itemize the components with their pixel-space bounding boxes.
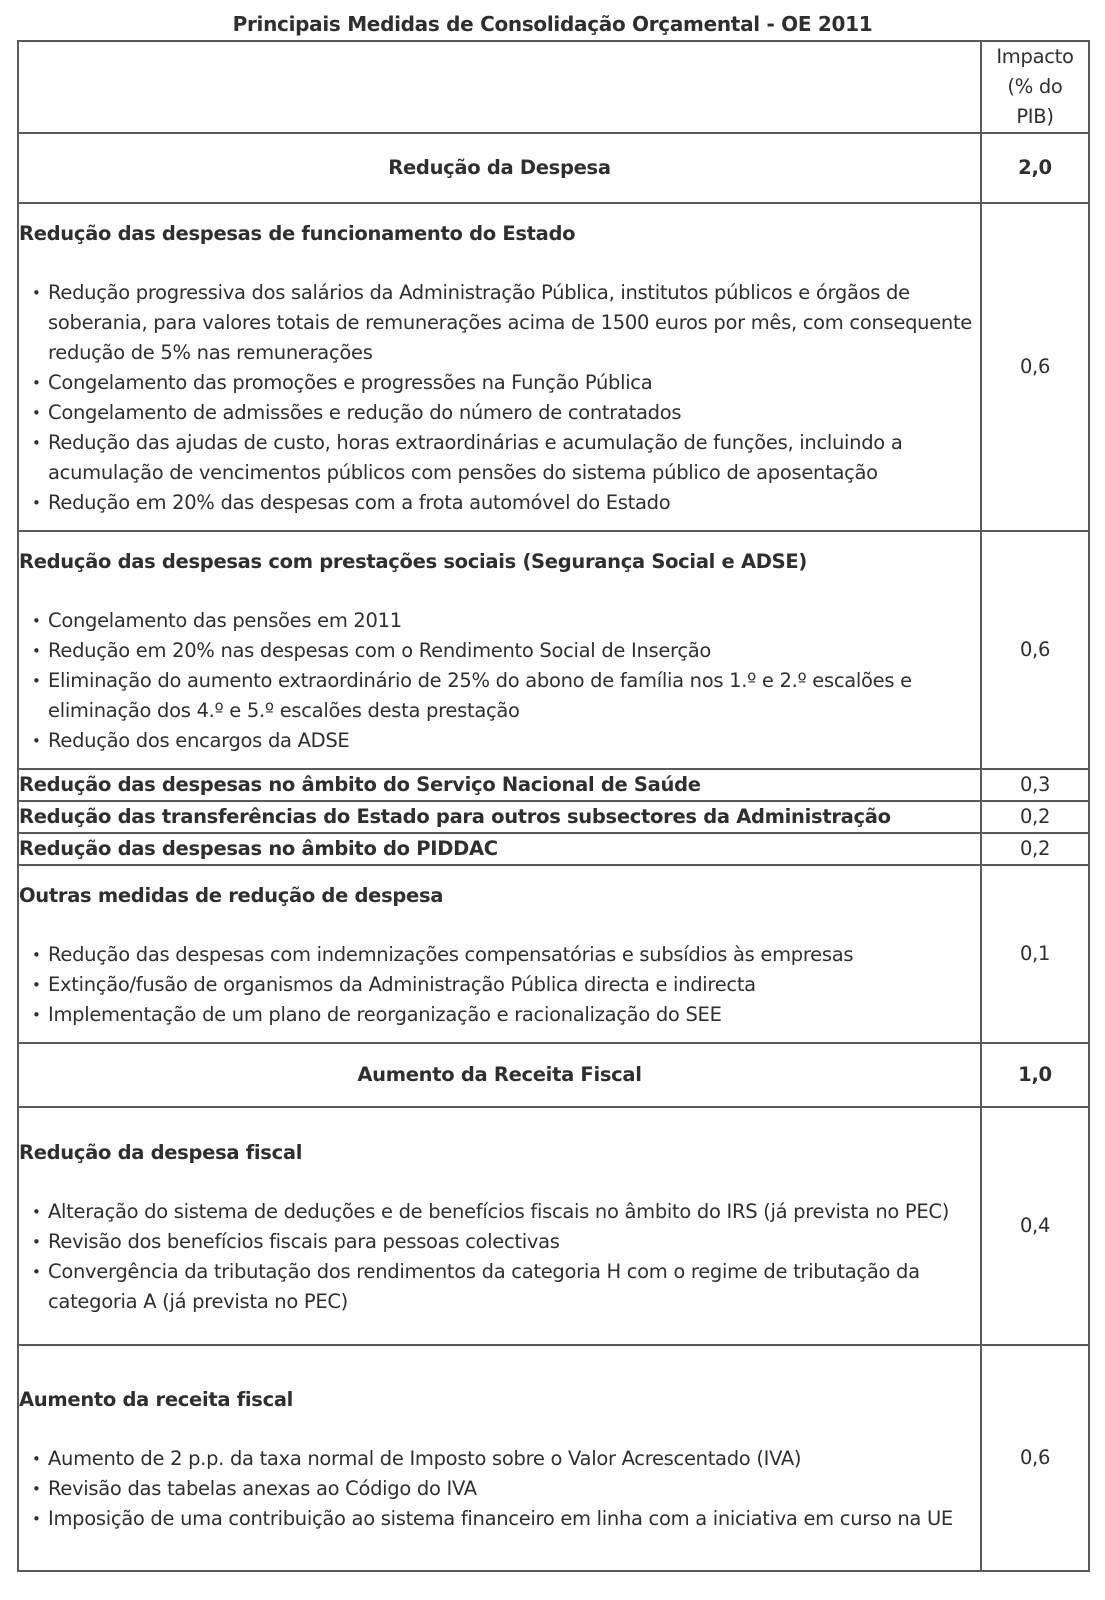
list-item-text: Implementação de um plano de reorganização e racionalização do SEE: [48, 1002, 722, 1026]
section-row: [18, 133, 1089, 203]
list-item: [19, 1197, 980, 1227]
single-row-impact-value: 0,3: [981, 769, 1089, 801]
list-item-text: Redução das ajudas de custo, horas extraordinárias e acumulação de funções, incluindo a acumulação de vencimentos públicos com pensões do sistema público de aposentação: [48, 430, 903, 484]
list-item: [19, 368, 980, 398]
bullet-icon: •: [32, 1005, 41, 1024]
list-item: [19, 488, 980, 518]
header-description-cell: [18, 41, 981, 133]
list-item: [19, 1474, 980, 1504]
bullet-icon: •: [32, 975, 41, 994]
bullet-icon: •: [32, 1232, 41, 1251]
list-item: [19, 940, 980, 970]
list-item-text: Aumento de 2 p.p. da taxa normal de Imposto sobre o Valor Acrescentado (IVA): [48, 1446, 802, 1470]
single-row: [18, 801, 1089, 833]
list-item: [19, 1504, 980, 1534]
bullet-icon: •: [32, 433, 41, 452]
section-row: [18, 1043, 1089, 1107]
bullet-icon: •: [32, 671, 41, 690]
list-item-text: Revisão das tabelas anexas ao Código do IVA: [48, 1476, 477, 1500]
header-impact-line: (% do: [1007, 75, 1063, 98]
list-item-text: Revisão dos benefícios fiscais para pessoas colectivas: [48, 1229, 560, 1253]
group-cell: [18, 865, 981, 1043]
list-item: [19, 1000, 980, 1030]
list-item: [19, 428, 980, 488]
single-row-impact-value: 0,2: [981, 833, 1089, 865]
list-item-text: Congelamento de admissões e redução do número de contratados: [48, 400, 682, 424]
group-cell: [18, 203, 981, 531]
list-item: [19, 1444, 980, 1474]
bullet-icon: •: [32, 1262, 41, 1281]
group-title: Redução da despesa fiscal: [19, 1140, 303, 1164]
list-item-text: Congelamento das pensões em 2011: [48, 608, 402, 632]
bullet-icon: •: [32, 1449, 41, 1468]
group-title: Aumento da receita fiscal: [19, 1387, 294, 1411]
single-row-title: Redução das despesas no âmbito do PIDDAC: [18, 833, 981, 865]
section-impact-value: 1,0: [981, 1043, 1089, 1107]
list-item-text: Extinção/fusão de organismos da Administração Pública directa e indirecta: [48, 972, 756, 996]
list-item-text: Redução dos encargos da ADSE: [48, 728, 350, 752]
bullet-icon: •: [32, 611, 41, 630]
bullet-list: [19, 1444, 980, 1534]
list-item-text: Redução em 20% nas despesas com o Rendimento Social de Inserção: [48, 638, 712, 662]
group-title: Redução das despesas com prestações sociais (Segurança Social e ADSE): [19, 549, 808, 573]
list-item: [19, 398, 980, 428]
bullet-icon: •: [32, 1479, 41, 1498]
group-impact-value: 0,1: [981, 865, 1089, 1043]
group-cell: [18, 1345, 981, 1571]
table-header-row: [18, 41, 1089, 133]
bullet-list: [19, 940, 980, 1030]
single-row: [18, 769, 1089, 801]
list-item: [19, 606, 980, 636]
section-title: Redução da Despesa: [18, 133, 981, 203]
list-item-text: Convergência da tributação dos rendimentos da categoria H com o regime de tributação da categoria A (já prevista no PEC): [48, 1259, 920, 1313]
header-impact-line: PIB): [1016, 105, 1054, 128]
single-row-impact-value: 0,2: [981, 801, 1089, 833]
group-title: Redução das despesas de funcionamento do Estado: [19, 221, 576, 245]
bullet-icon: •: [32, 1202, 41, 1221]
group-row: [18, 203, 1089, 531]
group-row: [18, 1345, 1089, 1571]
group-impact-value: 0,6: [981, 531, 1089, 769]
measures-table: [17, 40, 1090, 1572]
list-item: [19, 278, 980, 368]
group-cell: [18, 531, 981, 769]
list-item: [19, 636, 980, 666]
bullet-icon: •: [32, 373, 41, 392]
bullet-icon: •: [32, 403, 41, 422]
group-row: [18, 531, 1089, 769]
group-row: [18, 1107, 1089, 1345]
list-item: [19, 726, 980, 756]
group-impact-value: 0,4: [981, 1107, 1089, 1345]
group-row: [18, 865, 1089, 1043]
header-impact-cell: [981, 41, 1089, 133]
group-title: Outras medidas de redução de despesa: [19, 883, 444, 907]
bullet-icon: •: [32, 945, 41, 964]
single-row-title: Redução das transferências do Estado para outros subsectores da Administração: [18, 801, 981, 833]
list-item-text: Redução progressiva dos salários da Administração Pública, institutos públicos e órgãos de soberania, para valores totais de remunerações acima de 1500 euros por mês, com consequente redução de 5% nas remunerações: [48, 280, 973, 364]
list-item-text: Eliminação do aumento extraordinário de 25% do abono de família nos 1.º e 2.º escalões e eliminação dos 4.º e 5.º escalões desta prestação: [48, 668, 912, 722]
bullet-icon: •: [32, 641, 41, 660]
group-impact-value: 0,6: [981, 203, 1089, 531]
header-impact-line: Impacto: [996, 45, 1074, 68]
page-title: Principais Medidas de Consolidação Orçamental - OE 2011: [232, 12, 873, 36]
bullet-list: [19, 1197, 980, 1317]
group-cell: [18, 1107, 981, 1345]
single-row: [18, 833, 1089, 865]
section-title: Aumento da Receita Fiscal: [18, 1043, 981, 1107]
bullet-icon: •: [32, 493, 41, 512]
bullet-list: [19, 278, 980, 518]
bullet-icon: •: [32, 283, 41, 302]
bullet-icon: •: [32, 731, 41, 750]
section-impact-value: 2,0: [981, 133, 1089, 203]
list-item: [19, 1257, 980, 1317]
list-item-text: Redução das despesas com indemnizações compensatórias e subsídios às empresas: [48, 942, 854, 966]
bullet-list: [19, 606, 980, 756]
list-item-text: Alteração do sistema de deduções e de benefícios fiscais no âmbito do IRS (já prevista no PEC): [48, 1199, 950, 1223]
list-item-text: Congelamento das promoções e progressões na Função Pública: [48, 370, 653, 394]
list-item: [19, 666, 980, 726]
list-item-text: Imposição de uma contribuição ao sistema financeiro em linha com a iniciativa em curso na UE: [48, 1506, 953, 1530]
single-row-title: Redução das despesas no âmbito do Serviço Nacional de Saúde: [18, 769, 981, 801]
list-item: [19, 970, 980, 1000]
group-impact-value: 0,6: [981, 1345, 1089, 1571]
list-item-text: Redução em 20% das despesas com a frota automóvel do Estado: [48, 490, 671, 514]
bullet-icon: •: [32, 1509, 41, 1528]
list-item: [19, 1227, 980, 1257]
